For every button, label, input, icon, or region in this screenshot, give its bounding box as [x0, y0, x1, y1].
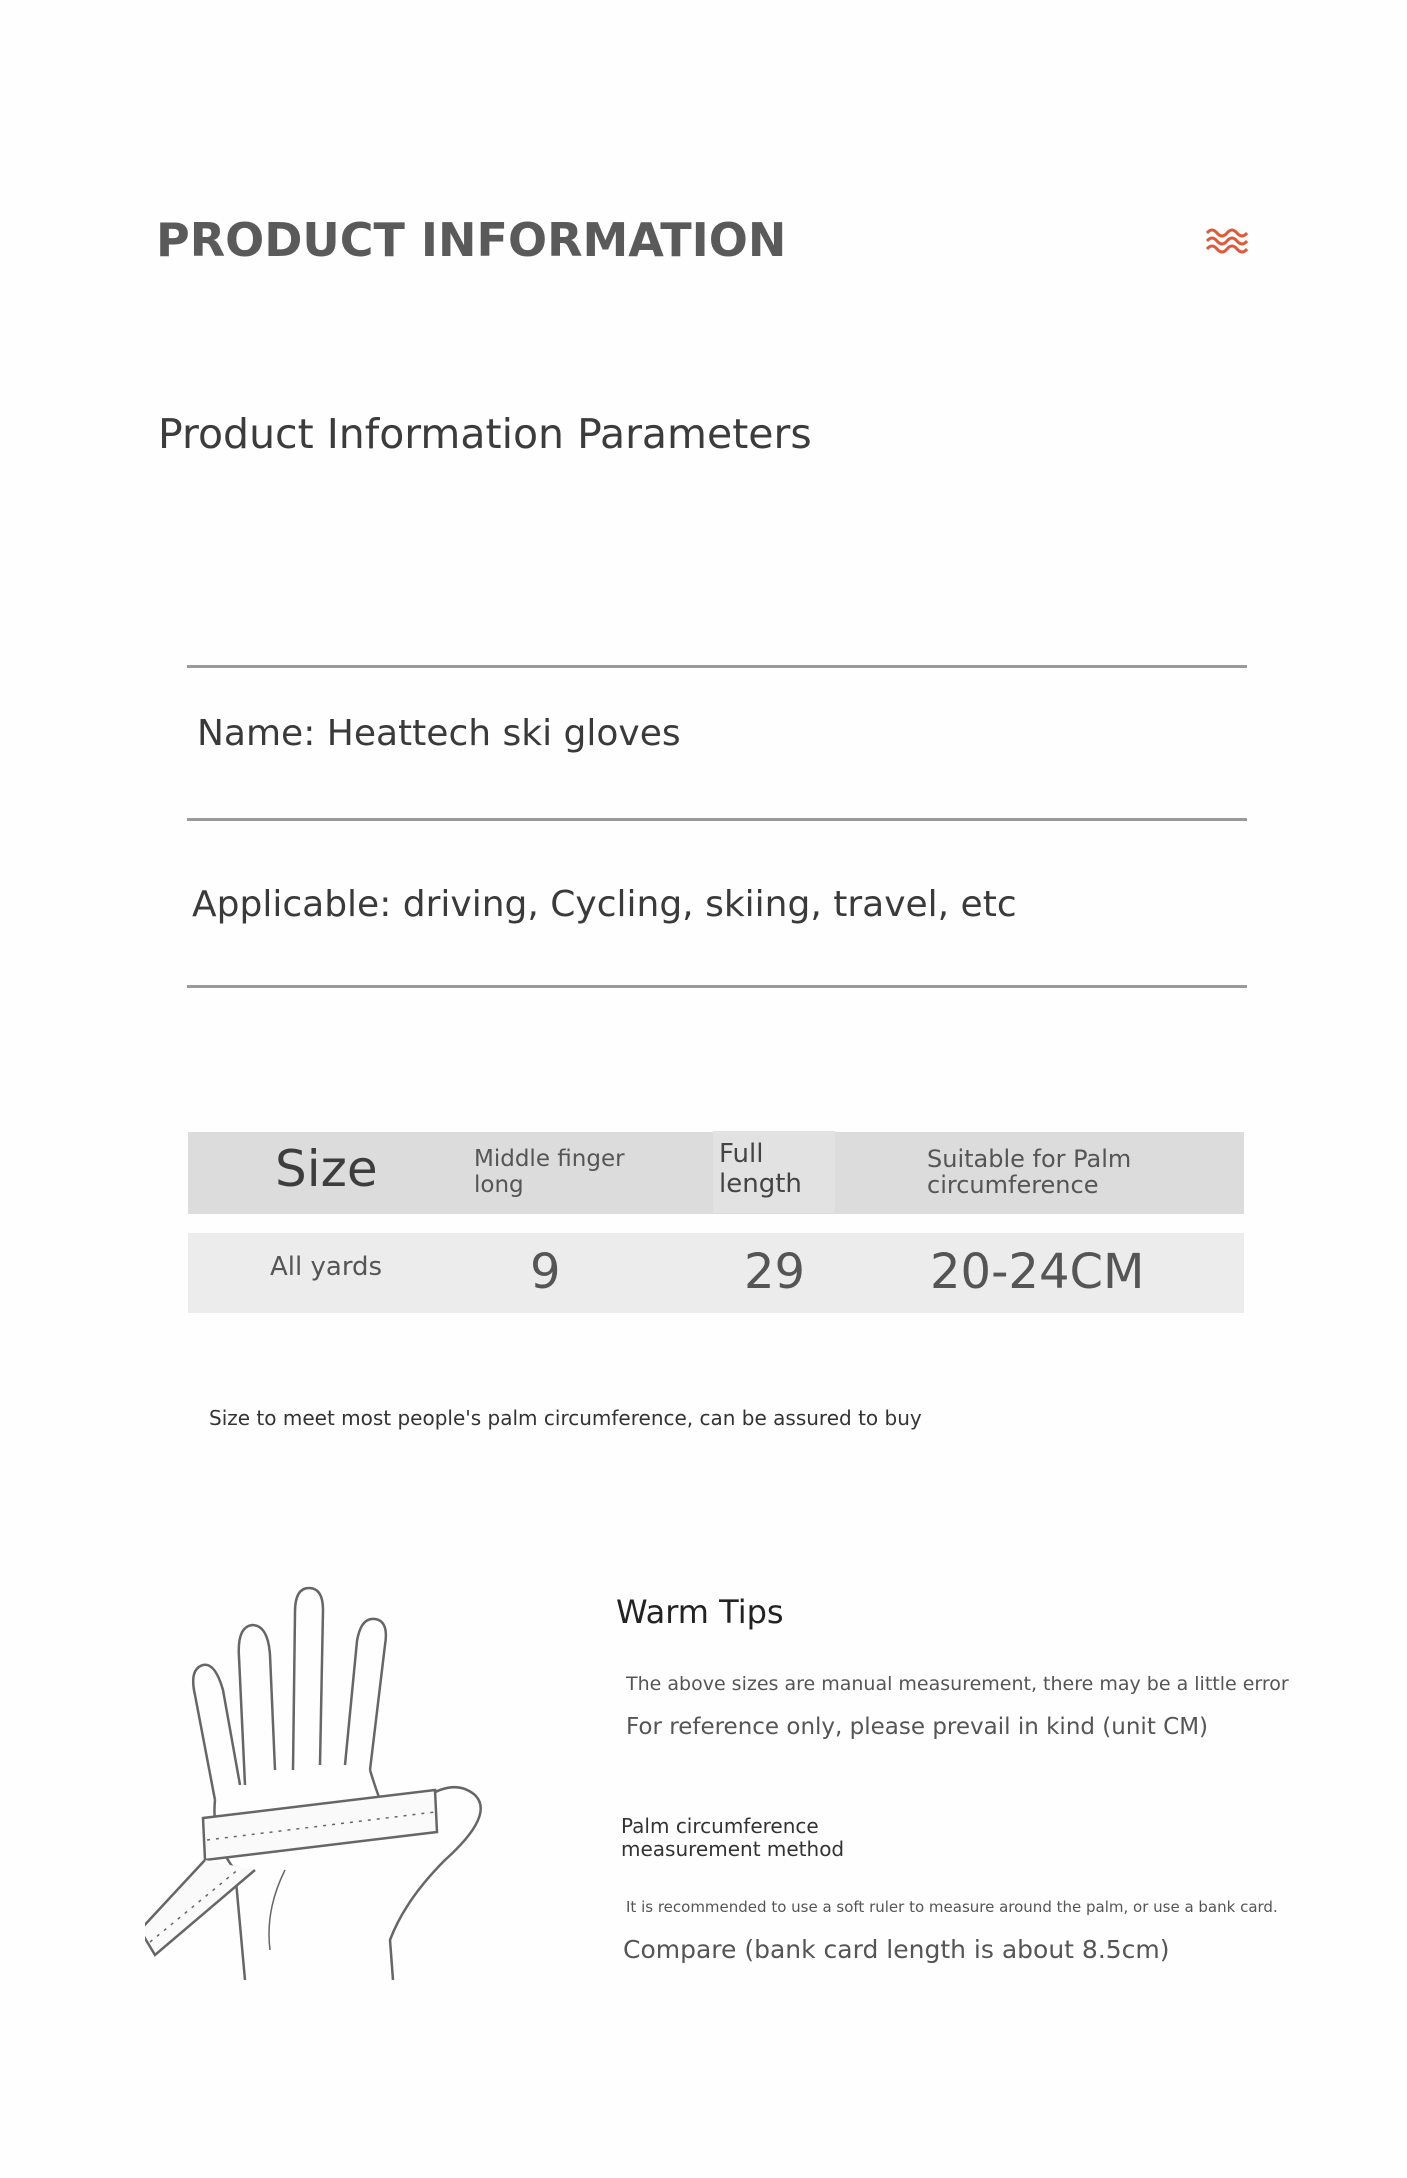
size-note: Size to meet most people's palm circumference, can be assured to buy	[209, 1406, 922, 1430]
cell-size: All yards	[270, 1252, 383, 1282]
divider	[187, 985, 1247, 988]
header-size: Size	[275, 1140, 378, 1198]
product-applicable: Applicable: driving, Cycling, skiing, travel, etc	[192, 884, 1017, 925]
warm-tips-title: Warm Tips	[616, 1593, 784, 1631]
cell-full-length: 29	[744, 1244, 806, 1300]
tip-text: Compare (bank card length is about 8.5cm)	[623, 1935, 1170, 1964]
wave-icon	[1205, 225, 1249, 257]
tip-text: It is recommended to use a soft ruler to measure around the palm, or use a bank card.	[626, 1898, 1278, 1916]
header-middle-finger: Middle finger long	[474, 1146, 625, 1198]
header-full-length: Full length	[719, 1139, 802, 1199]
palm-method-title: Palm circumference measurement method	[621, 1814, 845, 1861]
cell-palm-circumference: 20-24CM	[930, 1244, 1145, 1300]
divider	[187, 665, 1247, 668]
divider	[187, 818, 1247, 821]
cell-middle-finger: 9	[530, 1244, 561, 1300]
tip-text: For reference only, please prevail in kind (unit CM)	[626, 1714, 1209, 1740]
product-name: Name: Heattech ski gloves	[197, 713, 681, 754]
section-subtitle: Product Information Parameters	[158, 410, 812, 458]
page-title: PRODUCT INFORMATION	[156, 213, 787, 267]
header-palm-circumference: Suitable for Palm circumference	[927, 1145, 1132, 1199]
hand-measurement-illustration	[145, 1570, 525, 1990]
tip-text: The above sizes are manual measurement, there may be a little error	[626, 1673, 1289, 1695]
